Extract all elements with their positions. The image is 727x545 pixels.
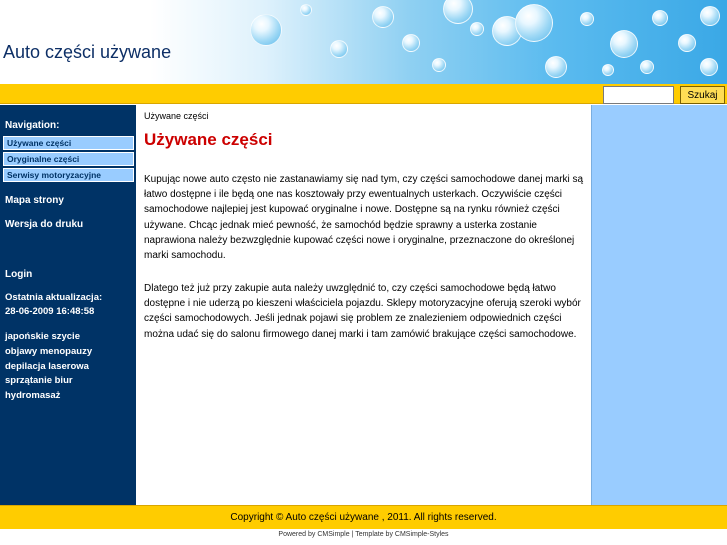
right-column xyxy=(591,105,727,505)
bubble xyxy=(372,6,394,28)
sidebar xyxy=(0,105,136,505)
search-button[interactable]: Szukaj xyxy=(680,86,725,104)
copyright-text: Copyright © Auto części używane , 2011. All rights reserved. xyxy=(230,512,497,523)
nav-item-uzywane-czesci[interactable]: Używane części xyxy=(3,136,134,150)
bubble xyxy=(250,14,282,46)
sidebar-link[interactable]: japońskie szycie xyxy=(5,331,80,342)
bubble xyxy=(515,4,553,42)
bubble xyxy=(470,22,484,36)
sitemap-link[interactable]: Mapa strony xyxy=(5,195,64,206)
bubble xyxy=(402,34,420,52)
page-title: Używane części xyxy=(144,130,273,149)
breadcrumb: Używane części xyxy=(144,111,209,121)
nav-item-serwisy-motoryzacyjne[interactable]: Serwisy motoryzacyjne xyxy=(3,168,134,182)
bubble xyxy=(640,60,654,74)
bubble xyxy=(580,12,594,26)
nav-list xyxy=(3,136,134,184)
sidebar-link[interactable]: hydromasaż xyxy=(5,390,61,401)
search-input[interactable] xyxy=(603,86,674,104)
bubble xyxy=(602,64,614,76)
site-title[interactable]: Auto części używane xyxy=(3,42,172,62)
content-paragraph: Dlatego też już przy zakupie auta należy uwzględnić to, czy części samochodowe będą łatwo dostępne i nie uderzą po kieszeni właściciela pojazdu. Sklepy motoryzacyjne oferują szeroki wybór części samochodowych. Jeśli jednak pojawi się problem ze znalezieniem odpowiednich części można udać się do salonu firmowego danej marki i tam zamówić brakujące części samochodowe. xyxy=(144,283,581,340)
footer xyxy=(0,505,727,529)
main-content xyxy=(136,105,591,505)
last-update-label: Ostatnia aktualizacja: xyxy=(5,292,103,303)
bubble xyxy=(678,34,696,52)
sidebar-link[interactable]: sprzątanie biur xyxy=(5,375,73,386)
last-update-value: 28-06-2009 16:48:58 xyxy=(5,306,95,317)
powered-by[interactable]: Powered by CMSimple | Template by CMSimple-Styles xyxy=(278,531,449,538)
bubble xyxy=(700,58,718,76)
login-link[interactable]: Login xyxy=(5,269,33,280)
sidebar-link[interactable]: depilacja laserowa xyxy=(5,361,89,372)
nav-item-oryginalne-czesci[interactable]: Oryginalne części xyxy=(3,152,134,166)
bubble xyxy=(432,58,446,72)
bubble xyxy=(700,6,720,26)
bubble xyxy=(330,40,348,58)
bubble xyxy=(300,4,312,16)
content-paragraph: Kupując nowe auto często nie zastanawiamy się nad tym, czy części samochodowe danej marki są łatwo dostępne i ile będą one nas kosztowały przy ewentualnych usterkach. Oczywiście części samochodowe najlepiej jest kupować oryginalne i nowe. Dostępne są na rynku również części używane. Chcąc jednak mieć pewność, że samochód będzie sprawny a usterka zostanie naprawiona należy bezwzględnie kupować części nowe i oryginalne, przeznaczone do określonej marki samochodu. xyxy=(144,174,584,262)
sidebar-link[interactable]: objawy menopauzy xyxy=(5,346,93,357)
bubble xyxy=(610,30,638,58)
print-version-link[interactable]: Wersja do druku xyxy=(5,219,84,230)
bubble xyxy=(652,10,668,26)
nav-heading: Navigation: xyxy=(5,120,60,131)
site-header xyxy=(0,0,727,84)
bubble xyxy=(545,56,567,78)
